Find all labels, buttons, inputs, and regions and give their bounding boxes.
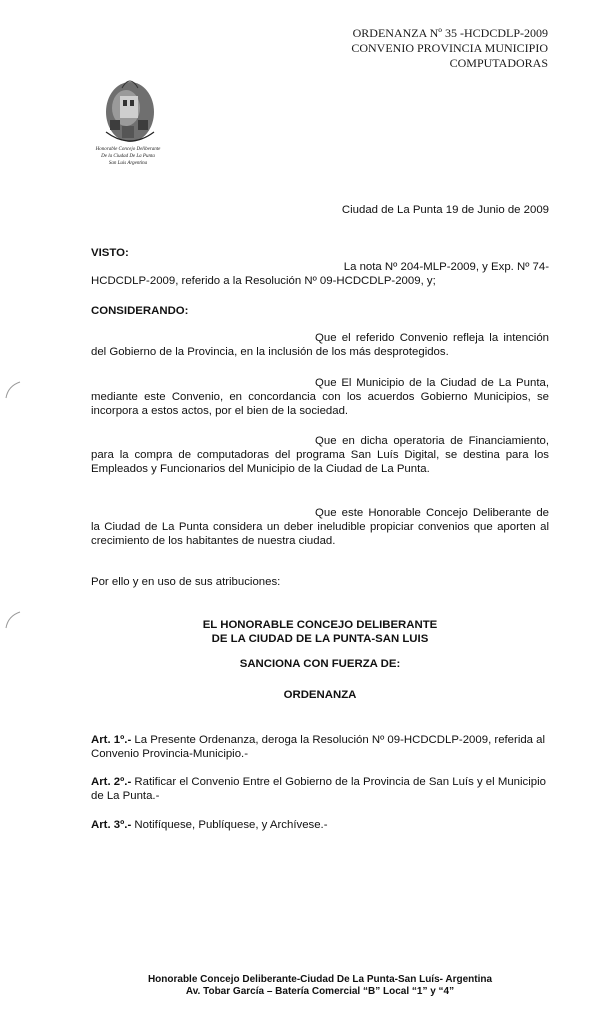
visto-line-1: La nota Nº 204-MLP-2009, y Exp. Nº 74- [343,261,549,273]
article-text: La Presente Ordenanza, deroga la Resolución Nº 09-HCDCDLP-2009, referida al Convenio Provincia-Municipio.- [91,734,546,760]
article-2 [91,775,549,803]
date-line: Ciudad de La Punta 19 de Junio de 2009 [341,204,549,216]
considerando-paragraph-2: Que El Municipio de la Ciudad de La Punta, mediante este Convenio, en concordancia con los acuerdos Gobierno Municipios, se incorpora a estos actos, por el bien de la sociedad. [91,377,549,417]
logo-caption-line: De la Ciudad De La Punta [101,154,155,159]
sanciona-line: SANCIONA CON FUERZA DE: [239,658,401,670]
article-text: Ratificar el Convenio Entre el Gobierno de la Provincia de San Luís y el Municipio de La Punta.- [91,776,546,802]
council-title-line-2: DE LA CIUDAD DE LA PUNTA-SAN LUIS [211,633,429,645]
considerando-paragraph-3: Que en dicha operatoria de Financiamiento, para la compra de computadoras del programa San Luís Digital, se destina para los Empleados y Funcionarios del Municipio de la Ciudad de La Punta. [91,435,549,475]
document-footer [60,974,580,998]
council-logo [88,70,178,167]
considerando-paragraph-1: Que el referido Convenio refleja la intención del Gobierno de la Provincia, en la inclusión de los más desprotegidos. [91,332,549,358]
considerando-heading: CONSIDERANDO: [91,305,189,317]
visto-body [91,260,549,288]
logo-caption-line: Honorable Concejo Deliberante [95,147,161,152]
footer-line-1: Honorable Concejo Deliberante-Ciudad De La Punta-San Luís- Argentina [147,974,493,985]
article-label: Art. 1º.- [91,734,132,746]
por-ello-line: Por ello y en uso de sus atribuciones: [91,576,281,588]
council-title-line-1: EL HONORABLE CONCEJO DELIBERANTE [202,619,438,631]
header-topic: COMPUTADORAS [449,56,548,70]
footer-line-2: Av. Tobar García – Batería Comercial “B” Local “1” y “4” [185,986,455,997]
visto-line-2: HCDCDLP-2009, referido a la Resolución Nº 09-HCDCDLP-2009, y; [91,275,436,287]
article-text: Notifíquese, Publíquese, y Archívese.- [131,819,328,831]
scan-punch-marks [0,0,30,1024]
article-1 [91,733,549,761]
document-header [351,26,548,71]
article-3 [91,818,549,832]
article-label: Art. 3º.- [91,819,132,831]
visto-heading: VISTO: [91,247,129,259]
header-ordinance-number: ORDENANZA Nº 35 -HCDCDLP-2009 [352,26,548,40]
ordenanza-title: ORDENANZA [283,689,357,701]
article-label: Art. 2º.- [91,776,132,788]
council-title [91,618,549,646]
header-subject-line: CONVENIO PROVINCIA MUNICIPIO [351,41,548,55]
council-emblem-icon [96,70,172,148]
logo-caption [88,146,168,167]
considerando-paragraph-4: Que este Honorable Concejo Deliberante de la Ciudad de La Punta considera un deber ineludible propiciar convenios que aporten al crecimiento de los habitantes de nuestra ciudad. [91,507,549,547]
logo-caption-line: San Luis Argentina [108,161,148,166]
